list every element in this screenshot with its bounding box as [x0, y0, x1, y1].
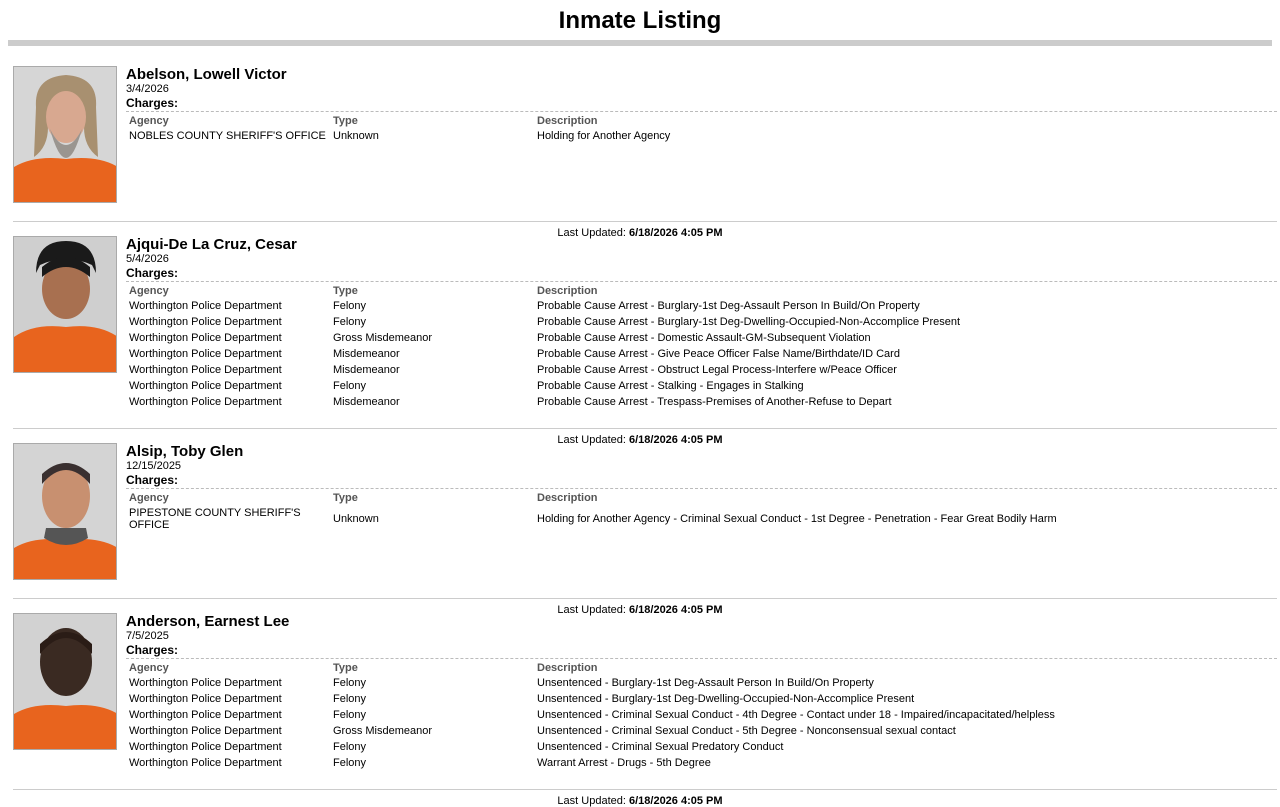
inmate-name: Alsip, Toby Glen: [126, 443, 244, 460]
charges-header: [126, 658, 1277, 675]
charge-description: Probable Cause Arrest - Burglary-1st Deg-Assault Person In Build/On Property: [537, 300, 920, 312]
charge-type: Felony: [333, 380, 367, 392]
charge-type: Felony: [333, 693, 367, 705]
charge-type: Gross Misdemeanor: [333, 332, 433, 344]
charge-description: Unsentenced - Criminal Sexual Conduct - 4th Degree - Contact under 18 - Impaired/incapacitated/helpless: [537, 709, 1055, 721]
charge-agency: Worthington Police Department: [129, 709, 282, 721]
charge-description: Unsentenced - Criminal Sexual Conduct - 5th Degree - Nonconsensual sexual contact: [537, 725, 956, 737]
charge-type: Misdemeanor: [333, 364, 400, 376]
charge-row: [126, 755, 1277, 771]
inmate-photo: [13, 443, 117, 580]
charge-type: Unknown: [333, 513, 379, 525]
booking-date: 3/4/2026: [126, 83, 169, 95]
record-divider: [13, 789, 1277, 790]
charge-type: Felony: [333, 677, 367, 689]
charge-description: Warrant Arrest - Drugs - 5th Degree: [537, 757, 711, 769]
charge-type: Felony: [333, 300, 367, 312]
type-header: Type: [333, 285, 358, 297]
charge-row: [126, 298, 1277, 314]
charge-description: Holding for Another Agency - Criminal Sexual Conduct - 1st Degree - Penetration - Fear Great Bodily Harm: [537, 513, 1057, 525]
agency-header: Agency: [129, 285, 169, 297]
last-updated-label: Last Updated:: [557, 795, 626, 807]
charge-description: Unsentenced - Criminal Sexual Predatory Conduct: [537, 741, 784, 753]
charge-agency: PIPESTONE COUNTY SHERIFF'S OFFICE: [129, 507, 301, 531]
charge-type: Gross Misdemeanor: [333, 725, 433, 737]
charge-agency: Worthington Police Department: [129, 757, 282, 769]
record-divider: [13, 598, 1277, 599]
agency-header: Agency: [129, 492, 169, 504]
charge-description: Probable Cause Arrest - Domestic Assault-GM-Subsequent Violation: [537, 332, 871, 344]
agency-header: Agency: [129, 662, 169, 674]
charges-label: Charges:: [126, 96, 179, 110]
charge-row: [126, 378, 1277, 394]
charges-label: Charges:: [126, 266, 179, 280]
charge-agency: Worthington Police Department: [129, 316, 282, 328]
charges-header: [126, 488, 1277, 505]
charge-row: [126, 362, 1277, 378]
charge-row: [126, 707, 1277, 723]
booking-date: 7/5/2025: [126, 630, 169, 642]
last-updated-label: Last Updated:: [557, 434, 626, 446]
last-updated-value: 6/18/2026 4:05 PM: [628, 604, 723, 616]
charge-agency: Worthington Police Department: [129, 396, 282, 408]
charge-type: Misdemeanor: [333, 348, 400, 360]
charge-row: [126, 675, 1277, 691]
booking-date: 5/4/2026: [126, 253, 169, 265]
title-divider: [8, 40, 1272, 46]
charge-description: Holding for Another Agency: [537, 130, 671, 142]
type-header: Type: [333, 492, 358, 504]
charge-type: Misdemeanor: [333, 396, 400, 408]
charge-description: Probable Cause Arrest - Stalking - Engages in Stalking: [537, 380, 804, 392]
charge-type: Felony: [333, 316, 367, 328]
charge-type: Unknown: [333, 130, 379, 142]
charge-description: Unsentenced - Burglary-1st Deg-Dwelling-Occupied-Non-Accomplice Present: [537, 693, 915, 705]
charge-agency: Worthington Police Department: [129, 348, 282, 360]
charge-agency: Worthington Police Department: [129, 380, 282, 392]
charge-row: [126, 346, 1277, 362]
type-header: Type: [333, 662, 358, 674]
charge-type: Felony: [333, 709, 367, 721]
inmate-name: Abelson, Lowell Victor: [126, 66, 287, 83]
charge-row: [126, 330, 1277, 346]
inmate-name: Anderson, Earnest Lee: [126, 613, 290, 630]
description-header: Description: [537, 285, 598, 297]
description-header: Description: [537, 115, 598, 127]
charges-header: [126, 111, 1277, 128]
charge-description: Unsentenced - Burglary-1st Deg-Assault Person In Build/On Property: [537, 677, 874, 689]
charge-type: Felony: [333, 757, 367, 769]
inmate-photo: [13, 66, 117, 203]
charge-description: Probable Cause Arrest - Trespass-Premises of Another-Refuse to Depart: [537, 396, 892, 408]
description-header: Description: [537, 662, 598, 674]
charge-row: [126, 723, 1277, 739]
charges-label: Charges:: [126, 643, 179, 657]
last-updated: [0, 795, 1280, 807]
last-updated-value: 6/18/2026 4:05 PM: [628, 227, 723, 239]
charges-header: [126, 281, 1277, 298]
charge-description: Probable Cause Arrest - Obstruct Legal Process-Interfere w/Peace Officer: [537, 364, 897, 376]
type-header: Type: [333, 115, 358, 127]
charge-agency: Worthington Police Department: [129, 677, 282, 689]
last-updated-label: Last Updated:: [557, 227, 626, 239]
inmate-name: Ajqui-De La Cruz, Cesar: [126, 236, 297, 253]
charge-type: Felony: [333, 741, 367, 753]
charge-agency: Worthington Police Department: [129, 741, 282, 753]
record-divider: [13, 221, 1277, 222]
last-updated-value: 6/18/2026 4:05 PM: [628, 795, 723, 807]
inmate-photo: [13, 613, 117, 750]
booking-date: 12/15/2025: [126, 460, 182, 472]
charge-row: [126, 314, 1277, 330]
record-divider: [13, 428, 1277, 429]
charge-description: Probable Cause Arrest - Give Peace Officer False Name/Birthdate/ID Card: [537, 348, 900, 360]
charge-description: Probable Cause Arrest - Burglary-1st Deg-Dwelling-Occupied-Non-Accomplice Present: [537, 316, 961, 328]
charge-agency: Worthington Police Department: [129, 300, 282, 312]
charge-agency: NOBLES COUNTY SHERIFF'S OFFICE: [129, 130, 326, 142]
charges-label: Charges:: [126, 473, 179, 487]
last-updated-label: Last Updated:: [557, 604, 626, 616]
inmate-photo: [13, 236, 117, 373]
last-updated-value: 6/18/2026 4:05 PM: [628, 434, 723, 446]
charge-row: [126, 505, 1277, 533]
charge-agency: Worthington Police Department: [129, 693, 282, 705]
charge-row: [126, 691, 1277, 707]
agency-header: Agency: [129, 115, 169, 127]
charge-agency: Worthington Police Department: [129, 364, 282, 376]
charge-agency: Worthington Police Department: [129, 332, 282, 344]
charge-row: [126, 128, 1277, 144]
description-header: Description: [537, 492, 598, 504]
charge-agency: Worthington Police Department: [129, 725, 282, 737]
page-title: Inmate Listing: [558, 7, 722, 34]
charge-row: [126, 739, 1277, 755]
charge-row: [126, 394, 1277, 410]
